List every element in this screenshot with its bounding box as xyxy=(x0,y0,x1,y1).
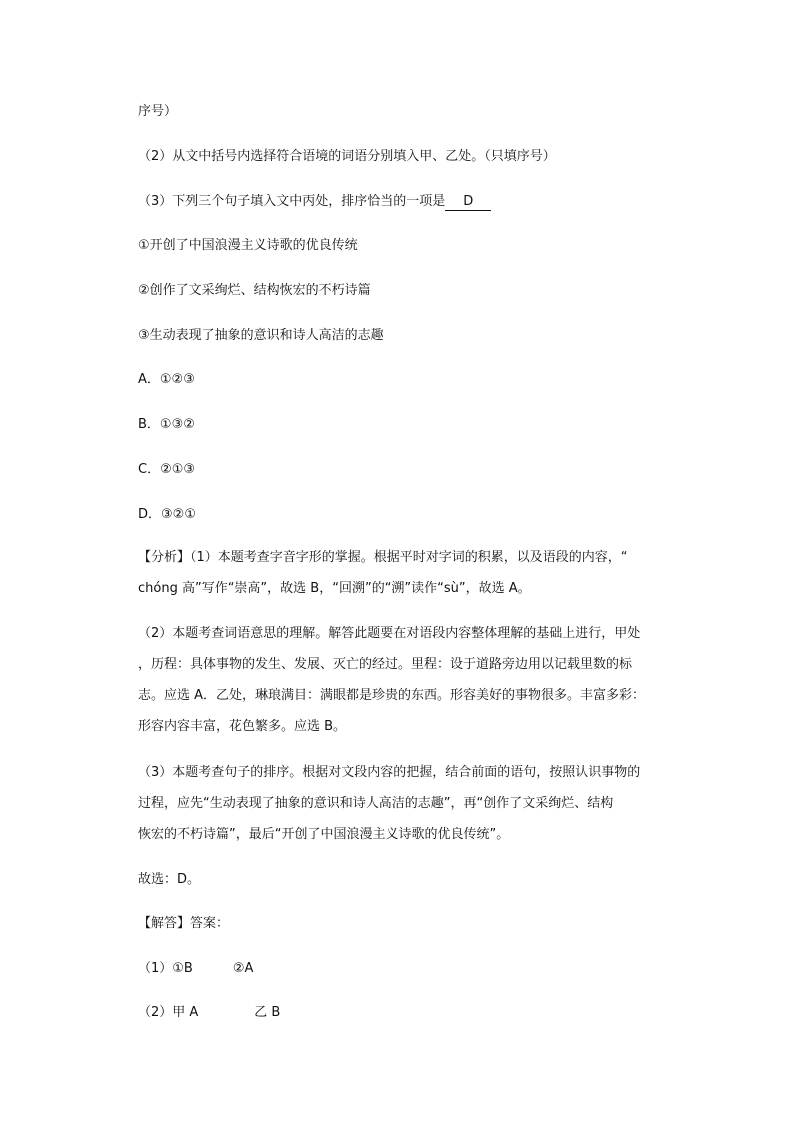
question-3 xyxy=(138,194,491,211)
continuation-text: 序号） xyxy=(138,104,178,119)
analysis-2-line-4: 形容内容丰富，花色繁多。应选 B。 xyxy=(138,719,347,734)
analysis-3-line-2: 过程，应先“生动表现了抽象的意识和诗人高洁的志趣”，再“创作了文采绚烂、结构 xyxy=(138,796,614,811)
answer-1-part-a: （1）①B xyxy=(138,961,193,976)
answer-1 xyxy=(138,961,253,977)
analysis-2-line-3: 志。应选 A．乙处，琳琅满目：满眼都是珍贵的东西。形容美好的事物很多。丰富多彩： xyxy=(138,688,646,703)
answer-2-part-a: （2）甲 A xyxy=(138,1005,199,1020)
sentence-2: ②创作了文采绚烂、结构恢宏的不朽诗篇 xyxy=(138,283,371,298)
question-2: （2）从文中括号内选择符合语境的词语分别填入甲、乙处。（只填序号） xyxy=(138,149,556,164)
answer-2 xyxy=(138,1005,280,1021)
option-c: C．②①③ xyxy=(138,462,196,477)
answer-1-part-b: ②A xyxy=(232,961,254,976)
option-d: D．③②① xyxy=(138,507,196,522)
sentence-3: ③生动表现了抽象的意识和诗人高洁的志趣 xyxy=(138,328,384,343)
analysis-2-line-1: （2）本题考查词语意思的理解。解答此题要在对语段内容整体理解的基础上进行，甲处 xyxy=(138,626,641,641)
analysis-1-line-2: chóng 高”写作“崇高”，故选 B，“回溯”的“溯”读作“sù”，故选 A。 xyxy=(138,581,531,596)
conclusion: 故选：D。 xyxy=(138,872,201,887)
answer-2-part-b: 乙 B xyxy=(254,1005,281,1020)
option-b: B．①③② xyxy=(138,417,195,432)
option-a: A．①②③ xyxy=(138,372,195,387)
sentence-1: ①开创了中国浪漫主义诗歌的优良传统 xyxy=(138,238,358,253)
answer-heading: 【解答】答案： xyxy=(138,916,230,931)
answer-blank: D xyxy=(445,194,491,211)
analysis-1-line-1: 【分析】（1）本题考查字音字形的掌握。根据平时对字词的积累，以及语段的内容，“ xyxy=(138,550,628,565)
analysis-3-line-1: （3）本题考查句子的排序。根据对文段内容的把握，结合前面的语句，按照认识事物的 xyxy=(138,765,641,780)
question-3-text: （3）下列三个句子填入文中丙处，排序恰当的一项是 xyxy=(138,194,446,209)
analysis-2-line-2: ，历程：具体事物的发生、发展、灭亡的经过。里程：设于道路旁边用以记载里数的标 xyxy=(138,657,633,672)
analysis-3-line-3: 恢宏的不朽诗篇”，最后“开创了中国浪漫主义诗歌的优良传统”。 xyxy=(138,827,510,842)
